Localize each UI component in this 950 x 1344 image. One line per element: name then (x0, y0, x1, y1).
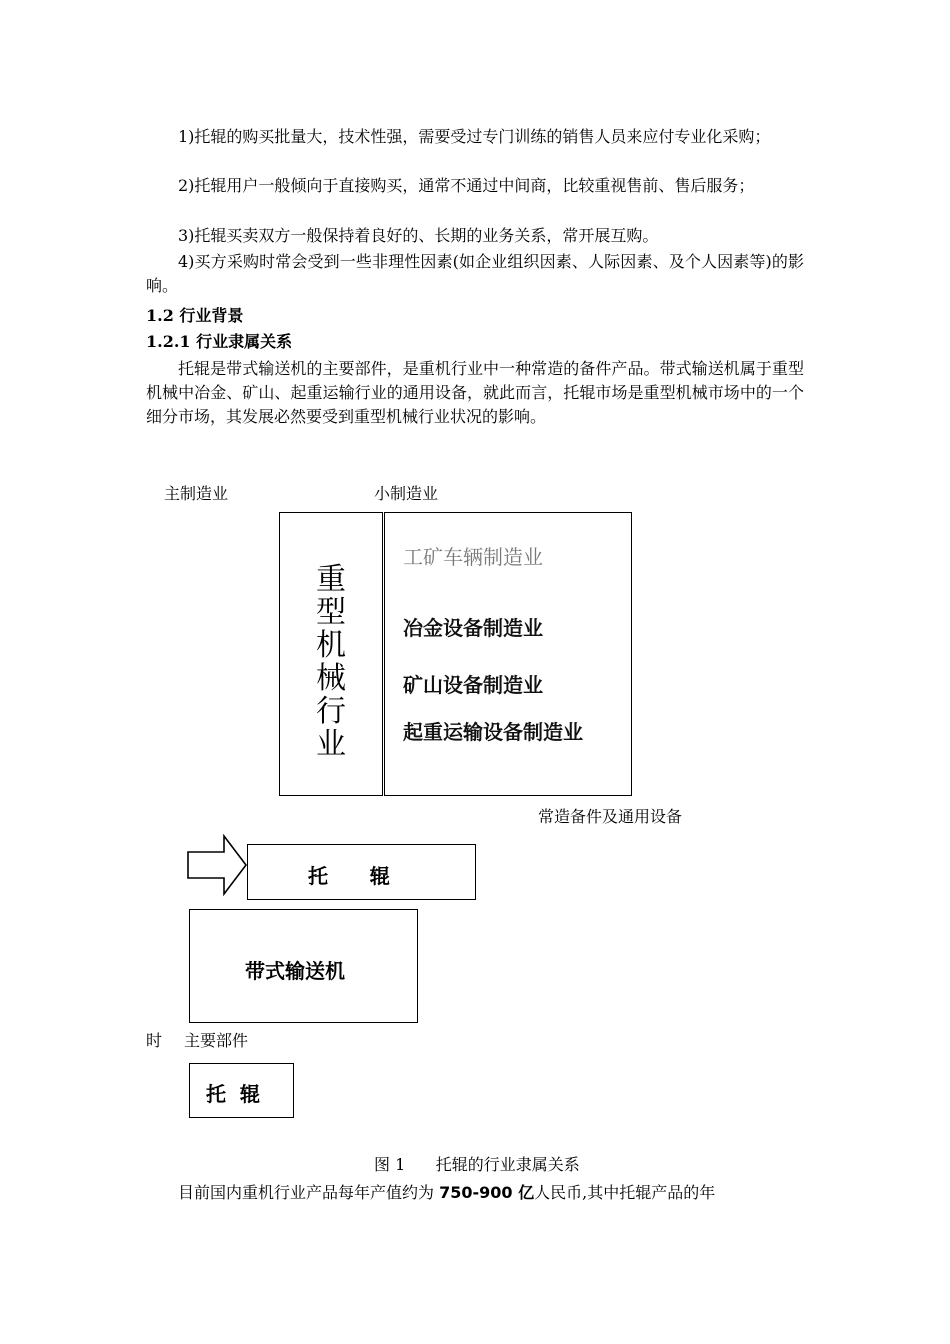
figure-caption: 图 1 托辊的行业隶属关系 (374, 1155, 580, 1174)
paragraph-industry-background: 托辊是带式输送机的主要部件，是重机行业中一种常造的备件产品。带式输送机属于重型机械中冶金、矿山、起重运输行业的通用设备，就此而言，托辊市场是重型机械市场中的一个细分市场，其发展必然要受到重型机械行业状况的影响。 (146, 359, 804, 426)
minor-item-metallurgy: 冶金设备制造业 (403, 616, 543, 640)
conveyor-box (189, 909, 418, 1023)
roller-box-top-label: 托 辊 (308, 864, 390, 888)
paragraph-item-4: 4)买方采购时常会受到一些非理性因素(如企业组织因素、人际因素、及个人因素等)的影响。 (146, 252, 804, 295)
section-heading-1-2-1: 1.2.1 行业隶属关系 (146, 332, 293, 351)
roller-box-bottom-label: 托 辊 (206, 1082, 260, 1106)
minor-item-mining-equipment: 矿山设备制造业 (403, 673, 543, 697)
minor-manufacturing-box (384, 512, 632, 796)
output-value-text-after: 人民币,其中托辊产品的年 (534, 1183, 716, 1202)
section-heading-1-2: 1.2 行业背景 (146, 306, 244, 325)
roller-box-bottom (189, 1063, 294, 1118)
heavy-machinery-box (279, 512, 383, 796)
conveyor-box-label: 带式输送机 (245, 959, 345, 983)
minor-item-hoisting-transport: 起重运输设备制造业 (403, 720, 583, 744)
paragraph-item-2: 2)托辊用户一般倾向于直接购买，通常不通过中间商，比较重视售前、售后服务； (178, 176, 755, 195)
heavy-machinery-label: 重型机械行业 (316, 562, 346, 762)
minor-item-mining-vehicles: 工矿车辆制造业 (403, 545, 543, 569)
roller-box-top (247, 844, 476, 900)
paragraph-output-value (146, 1181, 806, 1205)
output-value-amount: 750-900 亿 (439, 1183, 535, 1202)
label-time: 时 (146, 1031, 163, 1050)
paragraph-item-1: 1)托辊的购买批量大，技术性强，需要受过专门训练的销售人员来应付专业化采购； (178, 127, 771, 146)
right-arrow-icon (186, 834, 248, 896)
paragraph-item-3: 3)托辊买卖双方一般保持着良好的、长期的业务关系，常开展互购。 (178, 226, 659, 245)
output-value-text-before: 目前国内重机行业产品每年产值约为 (178, 1183, 440, 1202)
label-minor-manufacturing: 小制造业 (374, 484, 439, 503)
label-main-manufacturing: 主制造业 (164, 484, 229, 503)
label-main-parts: 主要部件 (184, 1031, 249, 1050)
label-spare-parts: 常造备件及通用设备 (538, 807, 683, 826)
